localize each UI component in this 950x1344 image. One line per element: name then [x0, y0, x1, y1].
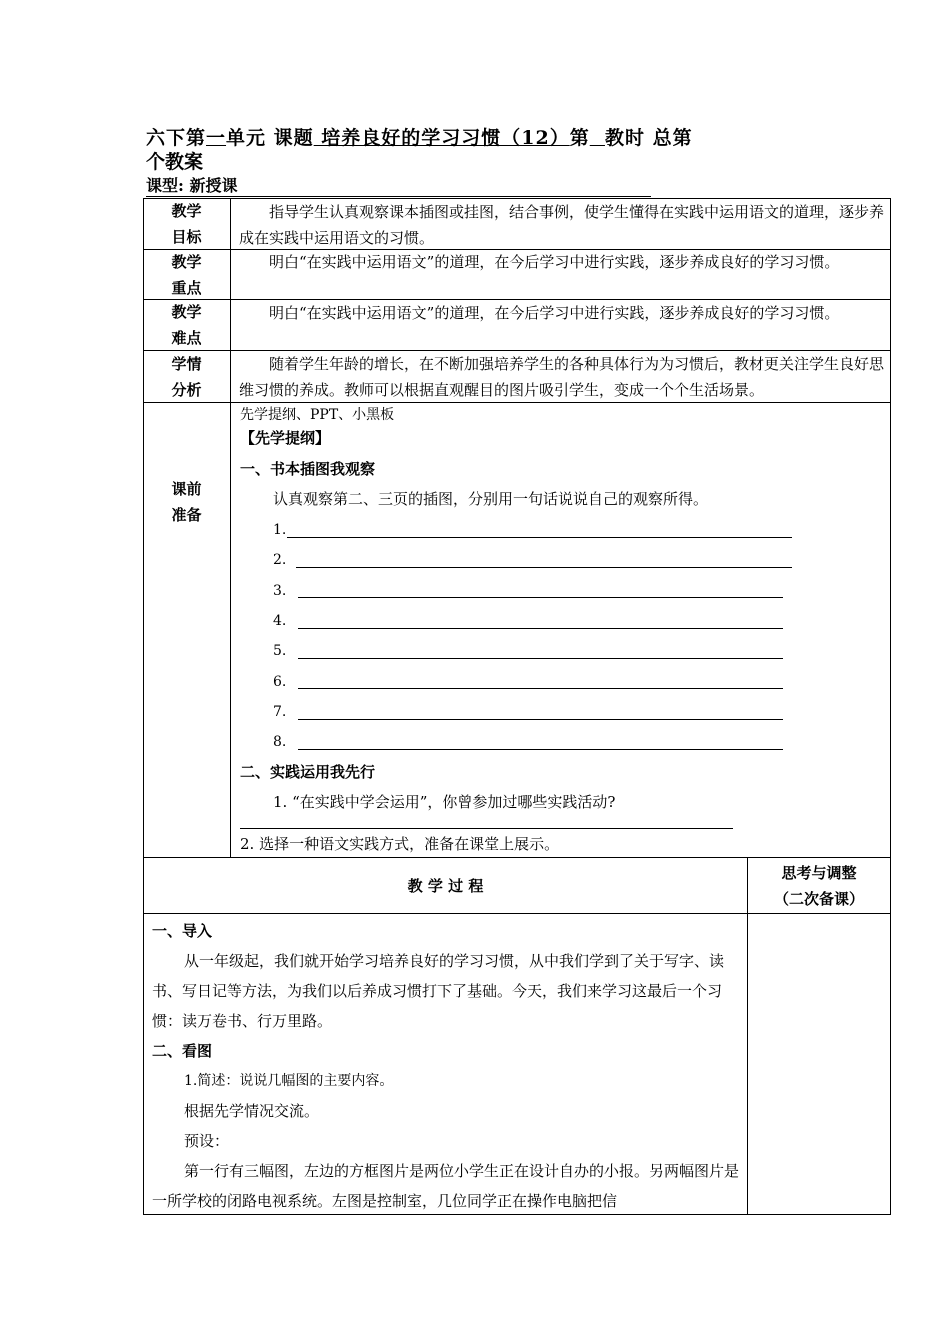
blank-number: 7.	[273, 704, 287, 720]
prep-materials: 先学提纲、PPT、小黑板	[240, 407, 395, 423]
lesson-title: 培养良好的学习习惯（12）	[313, 127, 570, 149]
title-prefix: 六下第	[146, 127, 207, 149]
course-type: 课型: 新授课	[146, 176, 651, 197]
section2-q1: 1. “在实践中学会运用”，你曾参加过哪些实践活动?	[273, 793, 616, 811]
side-header-line: 思考与调整	[781, 863, 857, 882]
answer-line[interactable]	[298, 749, 783, 750]
blank-number: 6.	[273, 674, 287, 690]
label-line: 分析	[171, 380, 202, 399]
unit-number: 一	[206, 127, 227, 149]
row-text-focus: 明白“在实践中运用语文”的道理，在今后学习中进行实践，逐步养成良好的学习习惯。	[269, 253, 840, 271]
label-line: 目标	[171, 228, 202, 246]
process-header: 教 学 过 程	[407, 877, 484, 895]
label-line: 重点	[171, 278, 202, 297]
row-label-focus	[143, 250, 230, 299]
label-line: 教学	[171, 202, 202, 220]
period-blank	[590, 127, 605, 149]
picture-paragraph: 第一行有三幅图，左边的方框图片是两位小学生正在设计自办的小报。另两幅图片是一所学校的闭路电视系统。左图是控制室，几位同学正在操作电脑把信	[152, 1162, 740, 1210]
process-header-border	[143, 913, 891, 914]
doc-title-line2: 个教案	[146, 151, 204, 173]
label-line: 难点	[171, 329, 202, 347]
blank-number: 4.	[273, 613, 287, 629]
doc-title	[146, 126, 693, 150]
outline-title: 【先学提纲】	[240, 429, 331, 447]
row-text-analysis: 随着学生年龄的增长，在不断加强培养学生的各种具体行为为习惯后，教材更关注学生良好思维习惯的养成。教师可以根据直观醒目的图片吸引学生，变成一个个生活场景。	[239, 355, 885, 399]
answer-line[interactable]	[296, 567, 792, 568]
info-table	[143, 198, 891, 858]
intro-paragraph: 从一年级起，我们就开始学习培养良好的学习习惯，从中我们学到了关于写字、读书、写日记等方法，为我们以后养成习惯打下了基础。今天，我们来学习这最后一个习惯：读万卷书、行万里路。	[152, 952, 725, 1030]
picture-step1: 1.简述：说说几幅图的主要内容。	[184, 1073, 394, 1089]
blank-number: 1.	[273, 522, 287, 538]
answer-line[interactable]	[298, 719, 783, 720]
row-label-difficulty	[143, 300, 230, 350]
section2-q2: 2. 选择一种语文实践方式，准备在课堂上展示。	[240, 835, 560, 853]
answer-line[interactable]	[298, 597, 783, 598]
unit-suffix: 单元 课题	[226, 127, 314, 149]
side-header-line: （二次备课）	[773, 889, 864, 908]
process-side-header	[748, 858, 890, 913]
answer-line[interactable]	[298, 628, 783, 629]
answer-line[interactable]	[240, 828, 733, 829]
section2-title: 二、实践运用我先行	[240, 763, 376, 781]
picture-title: 二、看图	[152, 1042, 213, 1060]
row-label-goal	[143, 199, 230, 249]
label-line: 学情	[171, 354, 202, 373]
section1-task: 认真观察第二、三页的插图，分别用一句话说说自己的观察所得。	[273, 490, 709, 508]
table-divider	[230, 198, 231, 858]
lesson-suffix: 第	[569, 127, 590, 149]
section1-title: 一、书本插图我观察	[240, 460, 376, 478]
process-content	[152, 916, 742, 1216]
row-text-difficulty: 明白“在实践中运用语文”的道理，在今后学习中进行实践，逐步养成良好的学习习惯。	[269, 304, 840, 322]
row-label-prep	[143, 476, 230, 528]
blank-number: 2.	[273, 552, 287, 568]
label-line: 课前	[171, 480, 202, 498]
answer-line[interactable]	[287, 537, 792, 538]
blank-number: 8.	[273, 734, 287, 750]
label-line: 准备	[171, 506, 202, 524]
label-line: 教学	[171, 303, 202, 321]
intro-title: 一、导入	[152, 922, 213, 940]
answer-line[interactable]	[298, 688, 783, 689]
period-suffix: 教时 总第	[604, 127, 693, 149]
picture-preset: 预设：	[184, 1132, 230, 1150]
picture-step2: 根据先学情况交流。	[184, 1102, 320, 1120]
row-text-goal: 指导学生认真观察课本插图或挂图，结合事例，使学生懂得在实践中运用语文的道理，逐步养成在实践中运用语文的习惯。	[239, 203, 885, 247]
answer-line[interactable]	[298, 658, 783, 659]
blank-number: 3.	[273, 583, 287, 599]
blank-number: 5.	[273, 643, 287, 659]
label-line: 教学	[171, 252, 202, 271]
row-label-analysis	[143, 351, 230, 402]
